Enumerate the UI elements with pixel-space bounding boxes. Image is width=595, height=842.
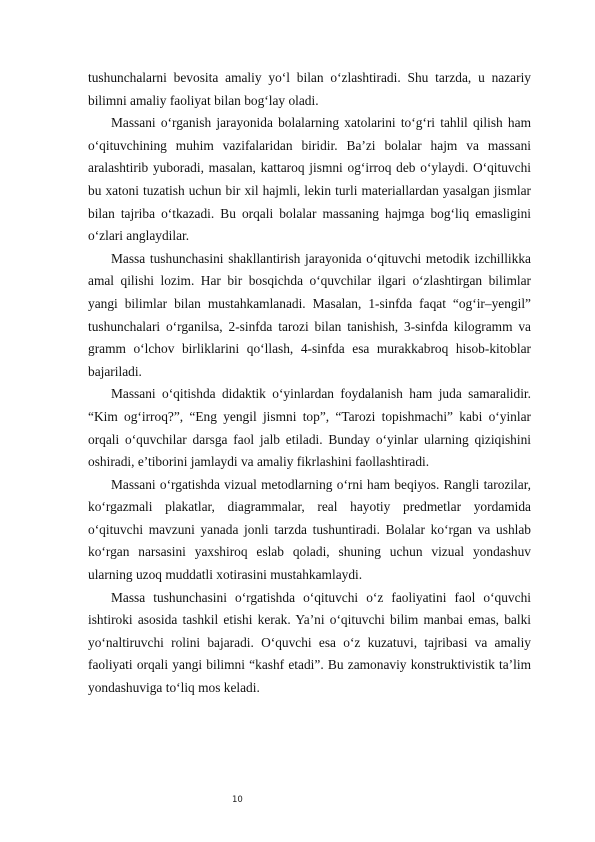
- paragraph-continuation: tushunchalarni bevosita amaliy yo‘l bilan o‘zlashtiradi. Shu tarzda, u nazariy bilimni amaliy faoliyat bilan bog‘lay oladi.: [88, 70, 531, 108]
- paragraph-active-learning: Massa tushunchasini o‘rgatishda o‘qituvchi o‘z faoliyatini faol o‘quvchi ishtiroki asosida tashkil etishi kerak. Ya’ni o‘qituvchi bilim manbai emas, balki yo‘naltiruvchi rolini bajaradi. O‘quvchi esa o‘z kuzatuvi, tajribasi va amaliy faoliyati orqali yangi bilimni “kashf etadi”. Bu zamonaviy konstruktivistik ta’lim yondashuviga to‘liq mos keladi.: [88, 589, 531, 696]
- paragraph-visual-methods: Massani o‘rgatishda vizual metodlarning o‘rni ham beqiyos. Rangli tarozilar, ko‘rgazmali plakatlar, diagrammalar, real hayotiy predmetlar yordamida o‘qituvchi mavzuni yanada jonli tarzda tushuntiradi. Bolalar ko‘rgan va ushlab ko‘rgan narsasini yaxshiroq eslab qoladi, shuning uchun vizual yondashuv ularning uzoq muddatli xotirasini mustahkamlaydi.: [88, 476, 531, 583]
- paragraph-methodical-consistency: Massa tushunchasini shakllantirish jarayonida o‘qituvchi metodik izchillikka amal qilishi lozim. Har bir bosqichda o‘quvchilar ilgari o‘zlashtirgan bilimlar yangi bilimlar bilan mustahkamlanadi. Masalan, 1-sinfda faqat “og‘ir–yengil” tushunchalari o‘rganilsa, 2-sinfda tarozi bilan tanishish, 3-sinfda kilogramm va gramm o‘lchov birliklarini qo‘llash, 4-sinfda esa murakkabroq hisob-kitoblar bajariladi.: [88, 250, 531, 379]
- paragraph-mass-errors: Massani o‘rganish jarayonida bolalarning xatolarini to‘g‘ri tahlil qilish ham o‘qituvchining muhim vazifalaridan biridir. Ba’zi bolalar hajm va massani aralashtirib yuboradi, masalan, kattaroq jismni og‘irroq deb o‘ylaydi. O‘qituvchi bu xatoni tuzatish uchun bir xil hajmli, lekin turli materiallardan yasalgan jismlar bilan tajriba o‘tkazadi. Bu orqali bolalar massaning hajmga bog‘liq emasligini o‘zlari anglaydilar.: [88, 115, 531, 244]
- page-number: 10: [232, 795, 243, 805]
- paragraph-didactic-games: Massani o‘qitishda didaktik o‘yinlardan foydalanish ham juda samaralidir. “Kim og‘irroq?”, “Eng yengil jismni top”, “Tarozi topishmachi” kabi o‘yinlar orqali o‘quvchilar darsga faol jalb etiladi. Bunday o‘yinlar ularning qiziqishini oshiradi, e’tiborini jamlaydi va amaliy fikrlashini faollashtiradi.: [88, 386, 531, 470]
- document-body: [88, 67, 531, 700]
